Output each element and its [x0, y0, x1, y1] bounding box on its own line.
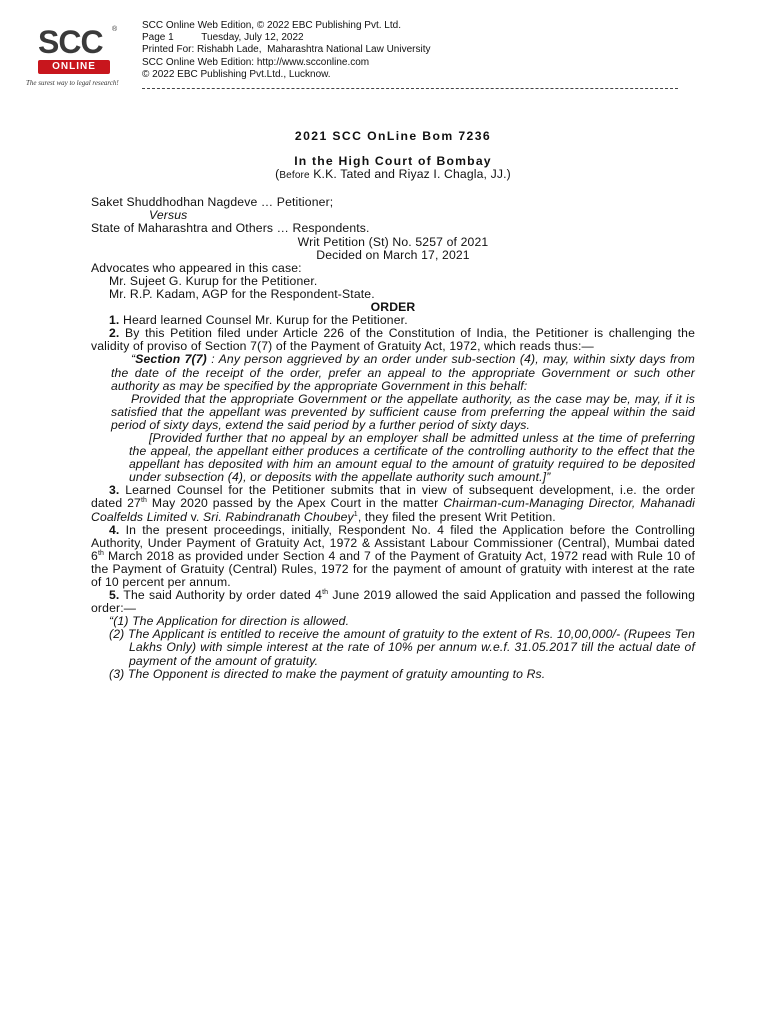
- bench-judges: K.K. Tated and Riyaz I. Chagla, JJ.: [313, 167, 507, 182]
- header-divider: [142, 88, 678, 89]
- paragraph-2: 2. By this Petition filed under Article 226 of the Constitution of India, the Petitioner is challenging the validity of proviso of Section 7(7) of the Payment of Gratuity Act, 1972, which reads thus:—: [91, 326, 695, 354]
- respondent: State of Maharashtra and Others … Respondents.: [91, 221, 370, 236]
- order-item-3: (3) The Opponent is directed to make the payment of gratuity amounting to Rs.: [109, 666, 546, 681]
- order-heading: ORDER: [370, 300, 416, 315]
- logo-online-bar: ONLINE: [38, 60, 110, 74]
- decided-date: Decided on March 17, 2021: [316, 247, 470, 262]
- judgment-body: [91, 130, 695, 681]
- advocate-respondent: Mr. R.P. Kadam, AGP for the Respondent-State.: [109, 286, 375, 301]
- scc-online-logo: [26, 22, 134, 92]
- advocates-heading: Advocates who appeared in this case:: [91, 260, 302, 275]
- logo-registered-mark: ®: [112, 26, 118, 33]
- order-item-1: “(1) The Application for direction is allowed.: [109, 614, 350, 629]
- footnote-link[interactable]: 1: [353, 510, 358, 518]
- paragraph-3: 3. Learned Counsel for the Petitioner submits that in view of subsequent development, i.e. the order dated 27th May 2020 passed by the Apex Court in the matter Chairman-cum-Managing Director, Mahanadi Coalfelds Limited v. Sri. Rabindranath Choubey$^1$, they filed the present Writ Petition.: [91, 483, 695, 524]
- paragraph-1: 1. Heard learned Counsel Mr. Kurup for the Petitioner.: [109, 313, 408, 328]
- header-line-copyright: © 2022 EBC Publishing Pvt.Ltd., Lucknow.: [142, 68, 331, 80]
- page-header: [26, 18, 686, 98]
- header-line-printed-for: Printed For: Rishabh Lade, Maharashtra National Law University: [142, 44, 431, 56]
- paragraph-4: 4. In the present proceedings, initially, Respondent No. 4 filed the Application before the Controlling Authority, Under Payment of Gratuity Act, 1972 & Assistant Labour Commissioner (Central), Mumbai dated 6th March 2018 as provided under Section 4 and 7 of the Payment of Gratuity Act, 1972 read with Rule 10 of the Payment of Gratuity (Central) Rules, 1972 for the payment of amount of gratuity with interest at the rate of 10 percent per annum.: [91, 522, 695, 589]
- header-line-url: SCC Online Web Edition: http://www.scconline.com: [142, 56, 370, 68]
- header-line-page-date: Page 1 Tuesday, July 12, 2022: [142, 32, 304, 44]
- quote-section-7-7: “Section 7(7) : Any person aggrieved by an order under sub-section (4), may, within sixty days from the date of the receipt of the order, prefer an appeal to the appropriate Government or such other authority as may be specified by the appropriate Government in this behalf:: [111, 352, 695, 393]
- petitioner: Saket Shuddhodhan Nagdeve … Petitioner;: [91, 195, 334, 210]
- header-line-edition: SCC Online Web Edition, © 2022 EBC Publishing Pvt. Ltd.: [142, 20, 401, 31]
- paragraph-5: 5. The said Authority by order dated 4th June 2019 allowed the said Application and passed the following order:—: [91, 588, 695, 616]
- case-citation: 2021 SCC OnLine Bom 7236: [294, 129, 492, 143]
- bench-before: Before: [279, 170, 310, 182]
- logo-brand: SCC: [38, 24, 103, 60]
- versus: Versus: [149, 208, 188, 223]
- quote-proviso-2: [Provided further that no appeal by an employer shall be admitted unless at the time of preferring the appeal, the appellant either produces a certificate of the controlling authority to the effect that the appellant has deposited with him an amount equal to the amount of gratuity required to be deposited under subsection (4), or deposits with the appellate authority such amount.]”: [129, 430, 695, 485]
- logo-tagline: The surest way to legal research!: [26, 79, 119, 87]
- petition-number: Writ Petition (St) No. 5257 of 2021: [297, 234, 489, 249]
- advocate-petitioner: Mr. Sujeet G. Kurup for the Petitioner.: [109, 273, 318, 288]
- header-info: [142, 20, 430, 81]
- bench: (Before K.K. Tated and Riyaz I. Chagla, JJ.): [275, 167, 511, 182]
- order-item-2: (2) The Applicant is entitled to receive the amount of gratuity to the extent of Rs. 10,00,000/- (Rupees Ten Lakhs Only) with simple interest at the rate of 10% per annum w.e.f. 31.05.2017 till the actual date of payment of the amount of gratuity.: [109, 627, 695, 668]
- court-name: In the High Court of Bombay: [294, 154, 492, 169]
- quote-proviso-1: Provided that the appropriate Government or the appellate authority, as the case may be, may, if it is satisfied that the appellant was prevented by sufficient cause from preferring the appeal within the said period of sixty days, extend the said period by a further period of sixty days.: [111, 391, 695, 432]
